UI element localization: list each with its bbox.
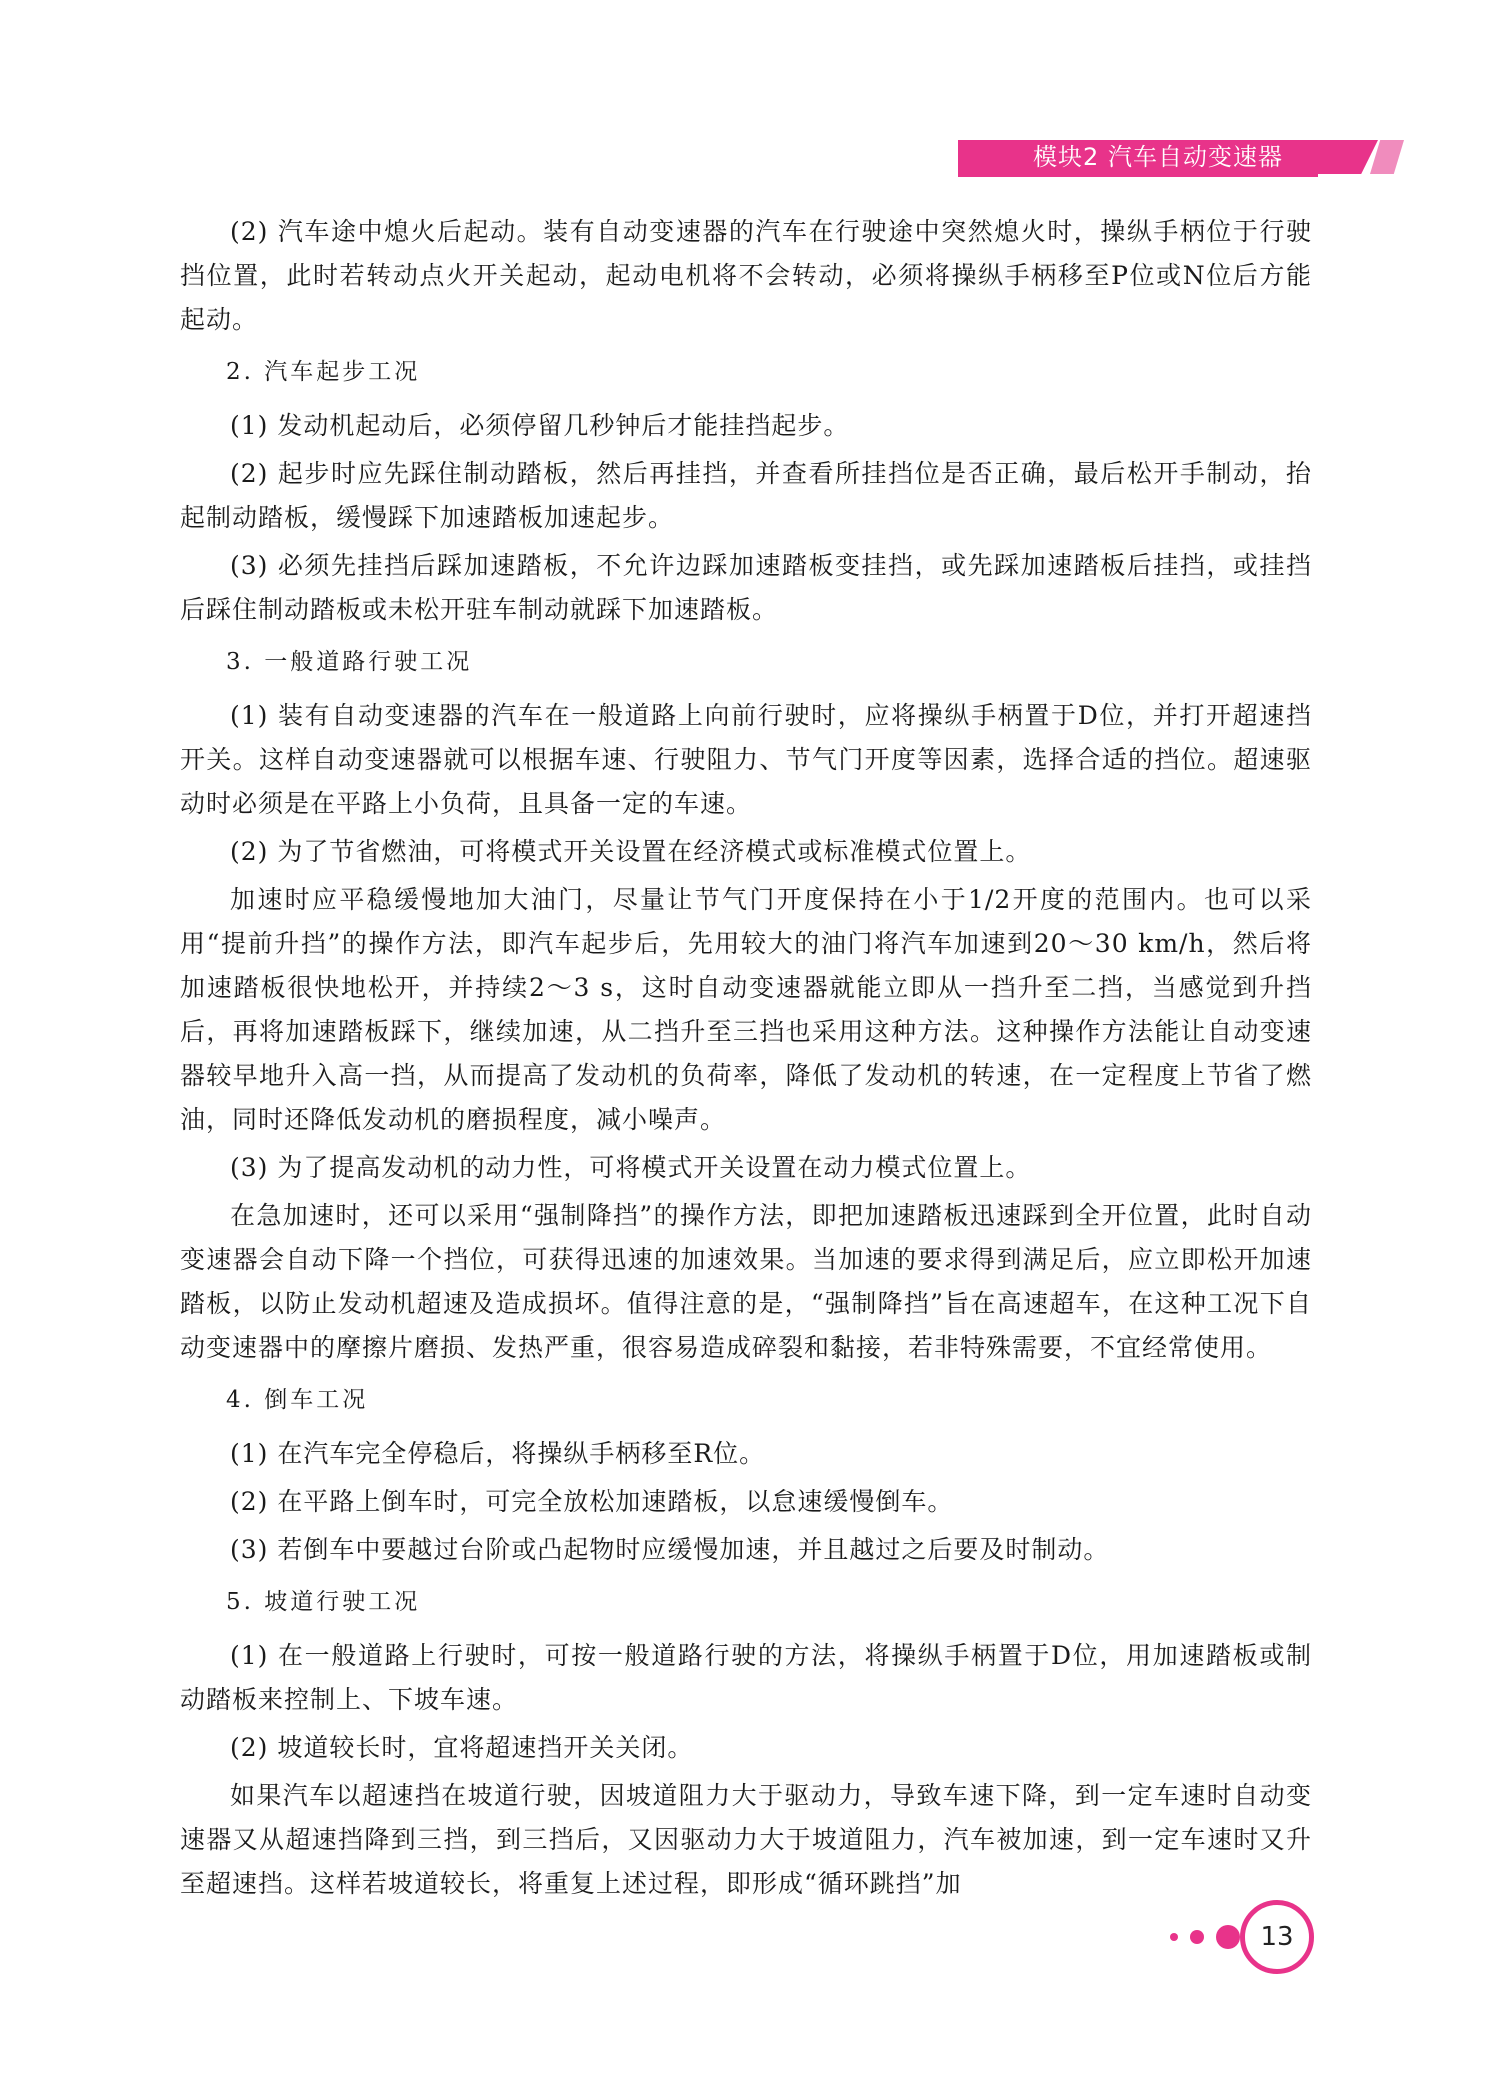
chapter-title: 模块2 汽车自动变速器 <box>1033 143 1283 171</box>
paragraph: (2) 在平路上倒车时，可完全放松加速踏板，以怠速缓慢倒车。 <box>230 1487 954 1516</box>
paragraph: (1) 发动机起动后，必须停留几秒钟后才能挂挡起步。 <box>230 411 850 440</box>
paragraph: (2) 起步时应先踩住制动踏板，然后再挂挡，并查看所挂挡位是否正确，最后松开手制动，抬起制动踏板，缓慢踩下加速踏板加速起步。 <box>180 459 1312 532</box>
dot-large <box>1216 1925 1240 1949</box>
dot-small <box>1170 1933 1178 1941</box>
section-heading: 4. 倒车工况 <box>226 1387 369 1413</box>
paragraph: (2) 为了节省燃油，可将模式开关设置在经济模式或标准模式位置上。 <box>230 837 1032 866</box>
paragraph: (1) 在汽车完全停稳后，将操纵手柄移至R位。 <box>230 1439 766 1468</box>
page-number-dots <box>1160 1917 1240 1957</box>
section-heading: 3. 一般道路行驶工况 <box>226 649 473 675</box>
paragraph: (3) 若倒车中要越过台阶或凸起物时应缓慢加速，并且越过之后要及时制动。 <box>230 1535 1110 1564</box>
paragraph: (3) 必须先挂挡后踩加速踏板，不允许边踩加速踏板变挂挡，或先踩加速踏板后挂挡，或挂挡后踩住制动踏板或未松开驻车制动就踩下加速踏板。 <box>180 551 1312 624</box>
section-heading: 2. 汽车起步工况 <box>226 359 421 385</box>
paragraph: (2) 汽车途中熄火后起动。装有自动变速器的汽车在行驶途中突然熄火时，操纵手柄位于行驶挡位置，此时若转动点火开关起动，起动电机将不会转动，必须将操纵手柄移至P位或N位后方能起动。 <box>180 217 1312 334</box>
page-number: 13 <box>1240 1900 1314 1974</box>
paragraph: 如果汽车以超速挡在坡道行驶，因坡道阻力大于驱动力，导致车速下降，到一定车速时自动变速器又从超速挡降到三挡，到三挡后，又因驱动力大于坡道阻力，汽车被加速，到一定车速时又升至超速挡。这样若坡道较长，将重复上述过程，即形成“循环跳挡”加 <box>180 1781 1312 1898</box>
dot-medium <box>1190 1930 1204 1944</box>
page-body <box>180 210 1312 1910</box>
paragraph: (1) 装有自动变速器的汽车在一般道路上向前行驶时，应将操纵手柄置于D位，并打开超速挡开关。这样自动变速器就可以根据车速、行驶阻力、节气门开度等因素，选择合适的挡位。超速驱动时必须是在平路上小负荷，且具备一定的车速。 <box>180 701 1312 818</box>
paragraph: (1) 在一般道路上行驶时，可按一般道路行驶的方法，将操纵手柄置于D位，用加速踏板或制动踏板来控制上、下坡车速。 <box>180 1641 1312 1714</box>
header-rule <box>958 174 1318 177</box>
section-heading: 5. 坡道行驶工况 <box>226 1589 421 1615</box>
paragraph: 加速时应平稳缓慢地加大油门，尽量让节气门开度保持在小于1/2开度的范围内。也可以采用“提前升挡”的操作方法，即汽车起步后，先用较大的油门将汽车加速到20～30 km/h，然后将加速踏板很快地松开，并持续2～3 s，这时自动变速器就能立即从一挡升至二挡，当感觉到升挡后，再将加速踏板踩下，继续加速，从二挡升至三挡也采用这种方法。这种操作方法能让自动变速器较早地升入高一挡，从而提高了发动机的负荷率，降低了发动机的转速，在一定程度上节省了燃油，同时还降低发动机的磨损程度，减小噪声。 <box>180 885 1312 1134</box>
paragraph: (2) 坡道较长时，宜将超速挡开关关闭。 <box>230 1733 694 1762</box>
paragraph: 在急加速时，还可以采用“强制降挡”的操作方法，即把加速踏板迅速踩到全开位置，此时自动变速器会自动下降一个挡位，可获得迅速的加速效果。当加速的要求得到满足后，应立即松开加速踏板，以防止发动机超速及造成损坏。值得注意的是，“强制降挡”旨在高速超车，在这种工况下自动变速器中的摩擦片磨损、发热严重，很容易造成碎裂和黏接，若非特殊需要，不宜经常使用。 <box>180 1201 1312 1362</box>
paragraph: (3) 为了提高发动机的动力性，可将模式开关设置在动力模式位置上。 <box>230 1153 1032 1182</box>
